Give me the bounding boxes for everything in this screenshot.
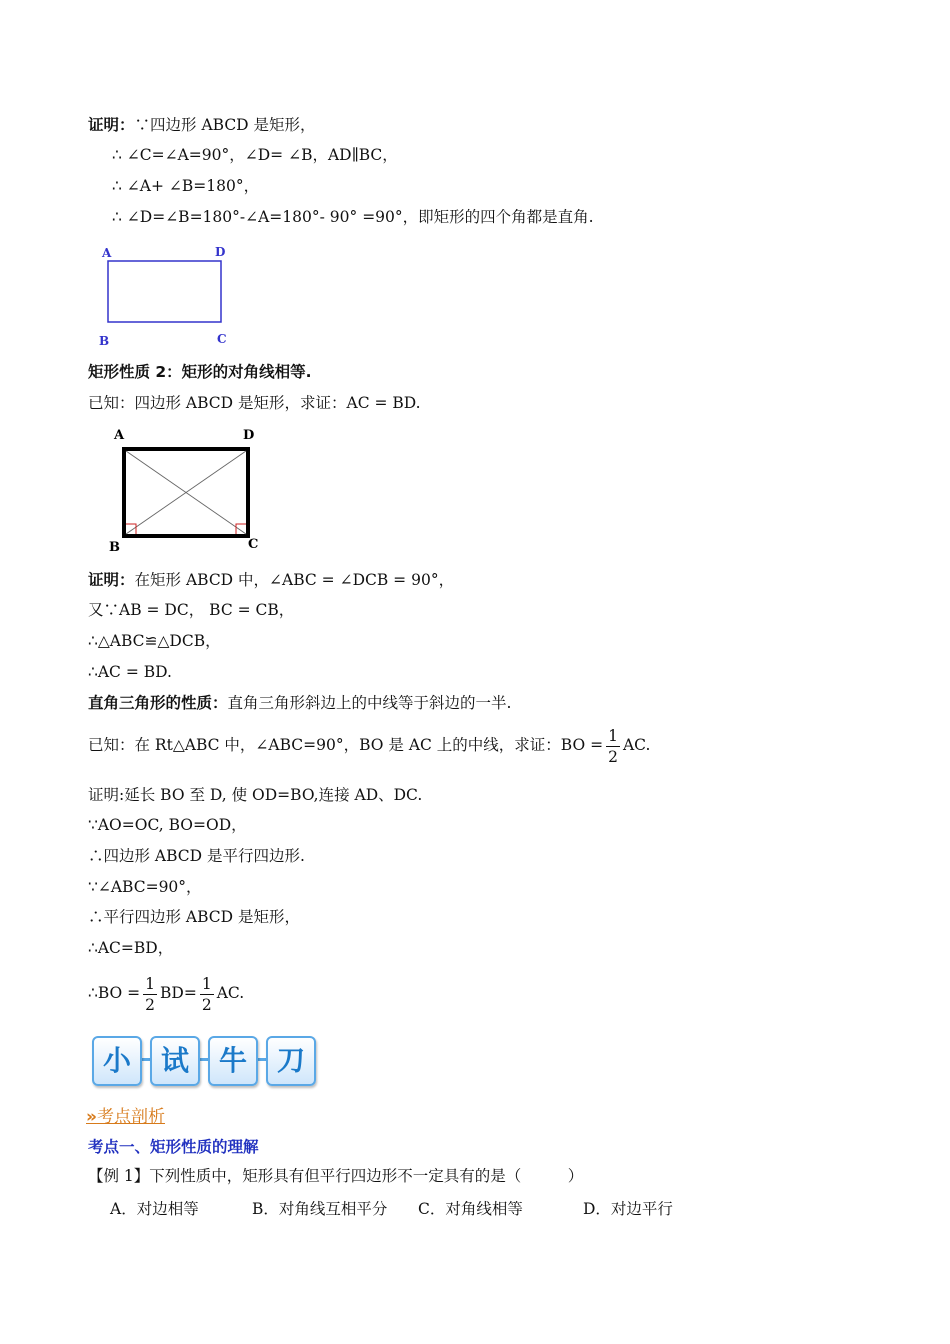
option-a[interactable]: A．对边相等 bbox=[110, 1200, 199, 1218]
rectangle-diagonals-figure bbox=[104, 425, 274, 555]
banner-tile-1: 小 bbox=[92, 1036, 142, 1086]
double-chevron-icon: » bbox=[86, 1107, 97, 1127]
fig2-label-a: A bbox=[114, 428, 125, 443]
proof2-line4: ∴AC = BD. bbox=[88, 663, 172, 681]
proof3-line4: ∵∠ABC=90°， bbox=[88, 878, 202, 896]
banner-tile-3: 牛 bbox=[208, 1036, 258, 1086]
proof2-line2: 又∵AB = DC， BC = CB， bbox=[88, 601, 295, 619]
section-heading: »考点剖析 bbox=[86, 1107, 165, 1127]
proof3-line7: ∴BO = $\frac{1}{2}$ BD= $\frac{1}{2}$ AC. bbox=[88, 974, 245, 1014]
option-c[interactable]: C．对角线相等 bbox=[418, 1200, 523, 1218]
proof1-line1: 证明：∵四边形 ABCD 是矩形， bbox=[88, 116, 316, 134]
rt-given: 已知：在 Rt△ABC 中，∠ABC=90°，BO 是 AC 上的中线，求证：BO = $\frac{1}{2}$ AC. bbox=[88, 726, 651, 766]
example-question: 【例 1】下列性质中，矩形具有但平行四边形不一定具有的是（ ） bbox=[88, 1167, 584, 1185]
prop2-given: 已知：四边形 ABCD 是矩形，求证：AC = BD. bbox=[88, 394, 421, 412]
fig2-label-c: C bbox=[248, 537, 259, 552]
proof1-line2: ∴ ∠C=∠A=90°，∠D= ∠B，AD∥BC， bbox=[112, 146, 398, 164]
rectangle-figure-1 bbox=[96, 240, 246, 350]
fraction-half: $\frac{1}{2}$ bbox=[201, 974, 212, 1014]
fig1-label-c: C bbox=[217, 332, 227, 346]
fraction-half: $\frac{1}{2}$ bbox=[608, 726, 618, 766]
kaodian-heading: 考点一、矩形性质的理解 bbox=[88, 1138, 259, 1156]
proof2-line3: ∴△ABC≌△DCB， bbox=[88, 632, 221, 650]
proof2-label: 证明： bbox=[88, 571, 135, 589]
prop2-title: 矩形性质 2：矩形的对角线相等. bbox=[88, 363, 312, 381]
rt-title: 直角三角形的性质： bbox=[88, 694, 228, 712]
rt-property-line: 直角三角形的性质：直角三角形斜边上的中线等于斜边的一半. bbox=[88, 694, 512, 712]
option-b[interactable]: B．对角线互相平分 bbox=[252, 1200, 388, 1218]
fraction-half: $\frac{1}{2}$ bbox=[145, 974, 156, 1014]
banner-tile-2: 试 bbox=[150, 1036, 200, 1086]
proof3-line5: ∴平行四边形 ABCD 是矩形， bbox=[88, 908, 301, 926]
proof1-line4: ∴ ∠D=∠B=180°-∠A=180°- 90° =90°，即矩形的四个角都是直角. bbox=[112, 208, 594, 226]
proof3-line2: ∵AO=OC, BO=OD， bbox=[88, 816, 247, 834]
fig2-label-d: D bbox=[243, 428, 255, 443]
fig2-label-b: B bbox=[109, 540, 120, 555]
proof2-line1: 证明：在矩形 ABCD 中，∠ABC = ∠DCB = 90°， bbox=[88, 571, 455, 589]
proof1-line3: ∴ ∠A+ ∠B=180°， bbox=[112, 177, 260, 195]
fig1-label-b: B bbox=[99, 334, 110, 348]
option-d[interactable]: D．对边平行 bbox=[583, 1200, 673, 1218]
proof3-line1: 证明:延长 BO 至 D, 使 OD=BO,连接 AD、DC. bbox=[88, 786, 423, 804]
banner-tile-4: 刀 bbox=[266, 1036, 316, 1086]
fig1-label-a: A bbox=[102, 246, 112, 260]
proof3-line6: ∴AC=BD， bbox=[88, 939, 174, 957]
proof3-line3: ∴四边形 ABCD 是平行四边形. bbox=[88, 847, 305, 865]
proof1-label: 证明： bbox=[88, 116, 135, 134]
fig1-label-d: D bbox=[215, 245, 226, 259]
